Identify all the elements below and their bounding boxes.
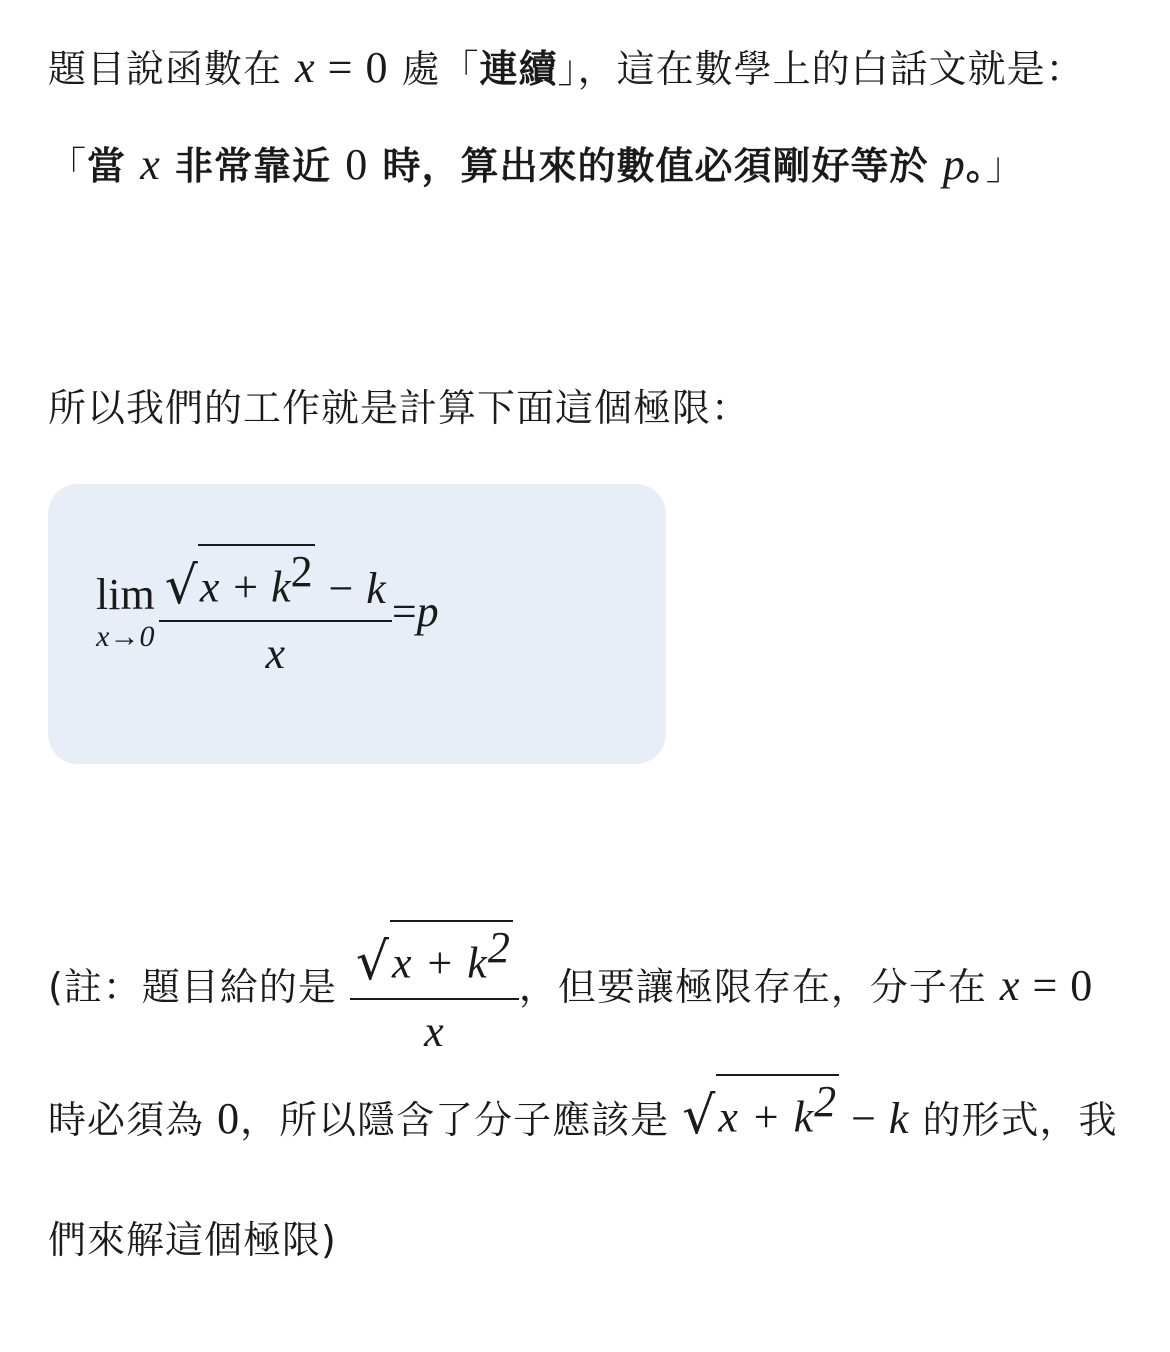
radical-icon: √: [355, 932, 391, 993]
bold-text: 連續: [479, 47, 558, 91]
math-var: x: [199, 562, 220, 612]
radical-icon: √: [164, 556, 198, 617]
math: =: [391, 587, 417, 637]
text: 題目說函數在: [48, 47, 296, 91]
math: +: [738, 1092, 794, 1142]
text: 」，這在數學上的白話文就是：「: [48, 47, 1085, 188]
denominator: x: [424, 1006, 445, 1056]
math: −: [314, 564, 367, 614]
denominator: x: [265, 629, 286, 679]
math-var: x: [999, 960, 1021, 1010]
math: −: [839, 1093, 889, 1143]
text: 」: [985, 144, 1025, 188]
math-var: k: [366, 564, 386, 614]
math: = 0: [315, 43, 389, 92]
lim-label: lim: [96, 570, 155, 620]
math-var: k: [888, 1093, 910, 1143]
math-var: x: [392, 938, 413, 988]
text: ，所以隱含了分子應該是: [240, 1097, 683, 1142]
exponent: 2: [814, 1076, 838, 1126]
text: (註：題目給的是: [48, 964, 350, 1009]
text: 的形式，我們來解這個極限): [48, 1097, 1118, 1262]
math: = 0: [1020, 960, 1094, 1010]
math-var: x: [140, 140, 161, 189]
fraction: [159, 544, 392, 679]
text: 時必須為: [48, 1097, 218, 1142]
exponent: 2: [487, 923, 511, 972]
text: 處「: [388, 47, 480, 91]
lim-operator: [96, 569, 155, 654]
paragraph-continuity: [48, 20, 1128, 214]
sqrt: [355, 920, 513, 993]
limit-formula: [96, 544, 439, 679]
lim-subscript: x→0: [96, 620, 155, 654]
sqrt: [164, 544, 315, 617]
math: +: [219, 562, 272, 612]
bold-text: 。: [965, 144, 986, 188]
bold-text: 非常靠近: [160, 144, 346, 188]
paragraph-task: 所以我們的工作就是計算下面這個極限：: [48, 386, 751, 430]
radical-icon: √: [682, 1085, 717, 1146]
numerator: [159, 544, 392, 622]
text: ，但要讓極限存在，分子在: [518, 964, 1000, 1009]
numerator: [350, 920, 519, 1000]
bold-text: 當: [87, 144, 141, 188]
math-var: p: [942, 140, 966, 189]
math-var: k: [467, 938, 488, 988]
math-var: x: [718, 1092, 739, 1142]
math: +: [412, 938, 468, 988]
math-var: p: [416, 587, 439, 637]
paragraph-note: [48, 920, 1128, 1300]
math: 0: [345, 140, 369, 189]
bold-text: 時，算出來的數值必須剛好等於: [368, 144, 943, 188]
sqrt: [682, 1074, 839, 1146]
formula-block: [48, 484, 666, 764]
fraction: [350, 920, 519, 1059]
math-var: x: [295, 43, 316, 92]
math-var: k: [271, 562, 291, 612]
math: 0: [217, 1093, 241, 1143]
exponent: 2: [290, 547, 313, 596]
math-var: k: [793, 1092, 815, 1142]
